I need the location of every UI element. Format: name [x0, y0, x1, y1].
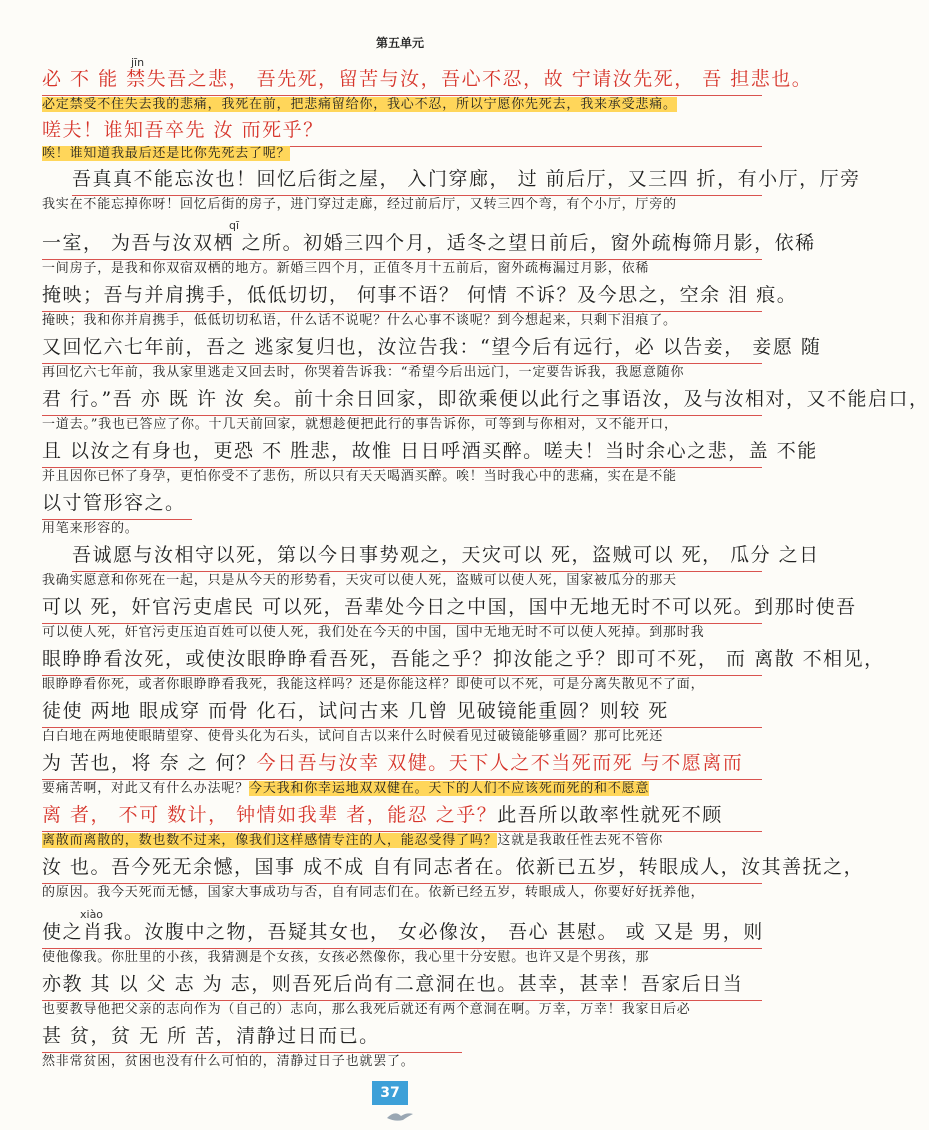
original-line-2: 嗟夫！谁知吾卒先 汝 而死乎？ [42, 117, 762, 147]
translation-line-12: 眼睁睁看你死，或者你眼睁睁看我死，我能这样吗？还是你能这样？即使可以不死，可是分离失散见不了面， [42, 677, 705, 692]
translation-line-3: 我实在不能忘掉你呀！回忆后街的房子，进门穿过走廊，经过前后厅，又转三四个弯，有个小厅，厅旁的 [42, 197, 677, 212]
pinyin-annotation: qī [229, 219, 240, 232]
original-line-8: 且 以汝之有身也，更恐 不 胜悲，故惟 日日呼酒买醉。嗟夫！当时余心之悲，盖 不能 [42, 438, 762, 468]
translation-line-1 [42, 95, 762, 115]
translation-line-5: 掩映；我和你并肩携手，低低切切私语，什么话不说呢？什么心事不谈呢？到今想起来，只剩下泪痕了。 [42, 313, 677, 328]
translation-line-14 [42, 779, 762, 799]
translation-line-19: 然非常贫困，贫困也没有什么可怕的，清静过日子也就罢了。 [42, 1054, 415, 1069]
red-original-text: 离 者， 不可 数计， 钟情如我辈 者，能忍 之乎？ [42, 804, 498, 826]
original-line-12: 眼睁睁看汝死，或使汝眼睁睁看吾死，吾能之乎？抑汝能之乎？即可不死， 而 离散 不相见， [42, 646, 762, 676]
translation-line-6: 再回忆六七年前，我从家里逃走又回去时，你哭着告诉我：“希望今后出远门，一定要告诉我，我愿意随你 [42, 365, 685, 380]
original-text: 为 苦也，将 奈 之 何？ [42, 752, 257, 774]
original-line-18: 亦教 其 以 父 志 为 志，则吾死后尚有二意洞在也。甚幸，甚幸！吾家后日当 [42, 971, 762, 1001]
original-line-5: 掩映；吾与并肩携手，低低切切， 何事不语？ 何情 不诉？及今思之，空余 泪 痕。 [42, 282, 762, 312]
original-line-3: 吾真真不能忘汝也！回忆后街之屋， 入门穿廊， 过 前后厅，又三四 折，有小厅，厅旁 [72, 166, 762, 196]
translation-line-9: 用笔来形容的。 [42, 521, 139, 536]
translation-line-18: 也要教导他把父亲的志向作为（自己的）志向，那么我死后就还有两个意洞在啊。万幸，万幸！我家日后必 [42, 1002, 691, 1017]
pinyin-annotation: jīn [131, 56, 145, 69]
original-line-7: 君 行。”吾 亦 既 许 汝 矣。前十余日回家，即欲乘便以此行之事语汝，及与汝相对，又不能启口， [42, 386, 762, 416]
highlighted-translation: 必定禁受不住失去我的悲痛，我死在前，把悲痛留给你，我心不忍，所以宁愿你先死去，我来承受悲痛。 [42, 97, 677, 112]
bird-icon [385, 1108, 415, 1124]
translation-line-11: 可以使人死，奸官污吏压迫百姓可以使人死，我们处在今天的中国，国中无地无时不可以使人死掉。到那时我 [42, 625, 705, 640]
translation-line-10: 我确实愿意和你死在一起，只是从今天的形势看，天灾可以使人死，盗贼可以使人死，国家被瓜分的那天 [42, 573, 677, 588]
translation-line-17: 使他像我。你肚里的小孩，我猜测是个女孩，女孩必然像你，我心里十分安慰。也许又是个男孩，那 [42, 950, 650, 965]
original-line-6: 又回忆六七年前，吾之 逃家复归也，汝泣告我：“望今后有远行，必 以告妾， 妾愿 随 [42, 334, 762, 364]
page-number: 37 [372, 1081, 408, 1105]
original-line-15 [42, 802, 762, 832]
translation-line-15 [42, 831, 762, 851]
original-line-11: 可以 死，奸官污吏虐民 可以死，吾辈处今日之中国，国中无地无时不可以死。到那时使吾 [42, 594, 762, 624]
original-line-16: 汝 也。吾今死无余憾，国事 成不成 自有同志者在。依新已五岁，转眼成人，汝其善抚之， [42, 854, 762, 884]
translation-line-4: 一间房子，是我和你双宿双栖的地方。新婚三四个月，正值冬月十五前后，窗外疏梅漏过月影，依稀 [42, 261, 650, 276]
translation-line-2 [42, 144, 762, 164]
translation-line-13: 白白地在两地使眼睛望穿、使骨头化为石头，试问自古以来什么时候看见过破镜能够重圆？那可比死还 [42, 729, 664, 744]
highlighted-translation: 唉！谁知道我最后还是比你先死去了呢？ [42, 146, 291, 161]
original-line-17: 使之肖我。汝腹中之物，吾疑其女也， 女必像汝， 吾心 甚慰。 或 又是 男，则 [42, 919, 762, 949]
pinyin-annotation: xiào [80, 908, 104, 921]
red-original-text: 今日吾与汝幸 双健。天下人之不当死而死 与不愿离而 [256, 752, 744, 774]
unit-title: 第五单元 [375, 36, 424, 50]
original-line-1: 必 不 能 禁失吾之悲， 吾先死，留苦与汝，吾心不忍，故 宁请汝先死， 吾 担悲也。 [42, 66, 762, 96]
original-line-14 [42, 750, 762, 780]
original-line-9: 以寸管形容之。 [42, 490, 192, 520]
translation-text: 这就是我敢任性去死不管你 [497, 833, 664, 848]
translation-line-7: 一道去。”我也已答应了你。十几天前回家，就想趁便把此行的事告诉你，可等到与你相对，又不能开口， [42, 417, 678, 432]
highlighted-translation: 离散而离散的，数也数不过来，像我们这样感情专注的人，能忍受得了吗？ [42, 833, 498, 848]
original-line-13: 徒使 两地 眼成穿 而骨 化石，试问古来 几曾 见破镜能重圆？则较 死 [42, 698, 762, 728]
translation-line-8: 并且因你已怀了身孕，更怕你受不了悲伤，所以只有天天喝酒买醉。唉！当时我心中的悲痛，实在是不能 [42, 469, 677, 484]
original-line-4: 一室， 为吾与汝双栖 之所。初婚三四个月，适冬之望日前后，窗外疏梅筛月影，依稀 [42, 230, 762, 260]
original-text: 此吾所以敢率性就死不顾 [497, 804, 723, 826]
highlighted-translation: 今天我和你幸运地双双健在。天下的人们不应该死而死的和不愿意 [249, 781, 650, 796]
translation-line-16: 的原因。我今天死而无憾，国家大事成功与否，自有同志们在。依新已经五岁，转眼成人，你要好好抚养他， [42, 885, 705, 900]
translation-text: 要痛苦啊，对此又有什么办法呢？ [42, 781, 250, 796]
original-line-19: 甚 贫，贫 无 所 苦，清静过日而已。 [42, 1023, 462, 1053]
original-line-10: 吾诚愿与汝相守以死，第以今日事势观之，天灾可以 死，盗贼可以 死， 瓜分 之日 [72, 542, 762, 572]
